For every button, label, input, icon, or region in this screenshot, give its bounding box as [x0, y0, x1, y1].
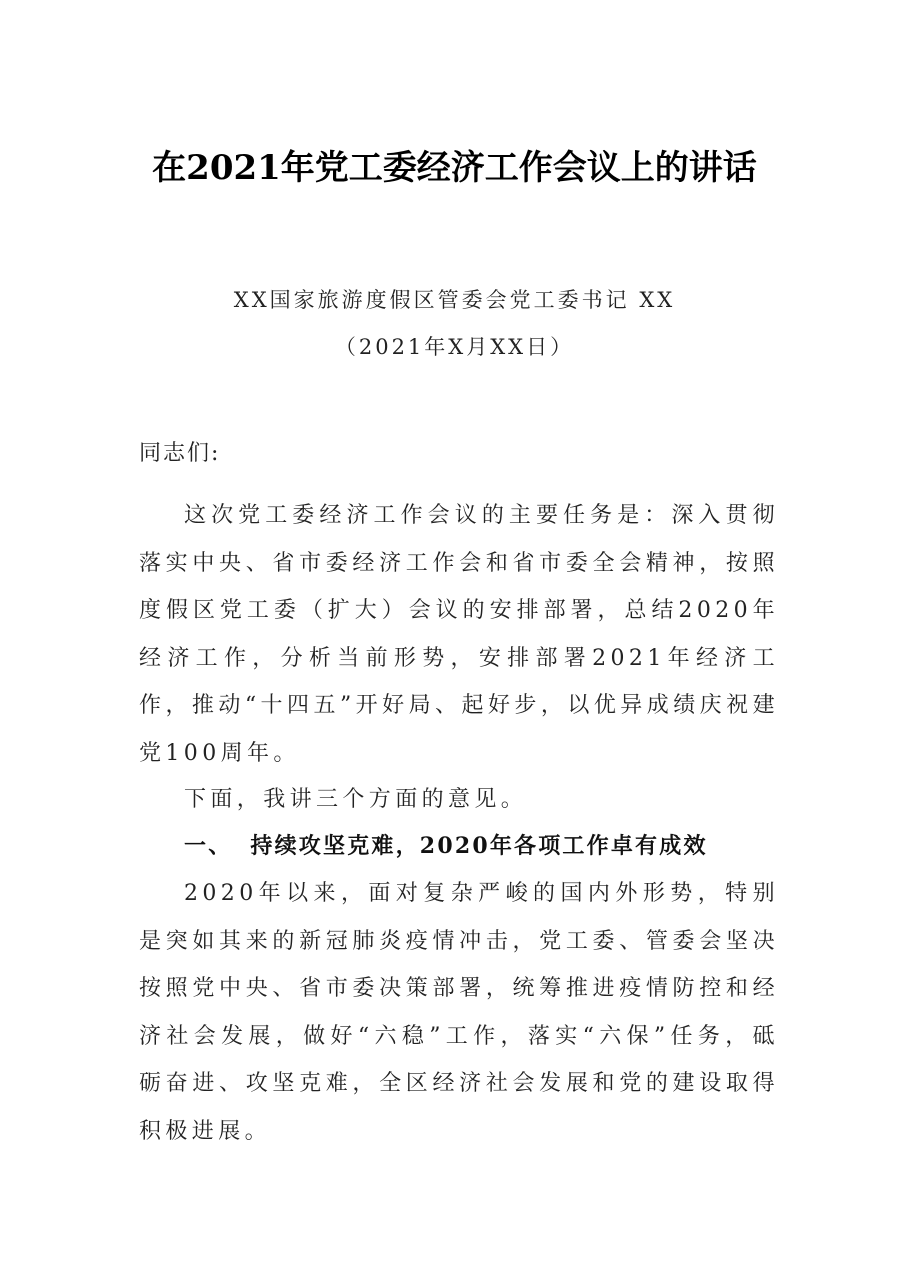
body-paragraph	[139, 870, 779, 1155]
paragraph-text: 2020年以来，面对复杂严峻的国内外形势，特别是突如其来的新冠肺炎疫情冲击，党工委、管委会坚决按照党中央、省市委决策部署，统筹推进疫情防控和经济社会发展，做好“六稳”工作，落实“六保”任务，砥砺奋进、攻坚克难，全区经济社会发展和党的建设取得积极进展。	[139, 881, 779, 1144]
section-heading	[184, 823, 708, 870]
body-paragraph	[139, 492, 779, 777]
body-paragraph	[139, 776, 779, 824]
section-number: 一、	[184, 833, 233, 859]
document-title: 在2021年党工委经济工作会议上的讲话	[152, 148, 757, 188]
paragraph-text: 这次党工委经济工作会议的主要任务是：深入贯彻落实中央、省市委经济工作会和省市委全会精神，按照度假区党工委（扩大）会议的安排部署，总结2020年经济工作，分析当前形势，安排部署2021年经济工作，推动“十四五”开好局、起好步，以优异成绩庆祝建党100周年。	[139, 503, 779, 766]
author-line: XX国家旅游度假区管委会党工委书记 XX	[233, 288, 676, 312]
paragraph-text: 下面，我讲三个方面的意见。	[184, 787, 528, 812]
salutation: 同志们:	[139, 441, 221, 466]
date-line: （2021年X月XX日）	[334, 335, 575, 359]
section-heading-text: 持续攻坚克难，2020年各项工作卓有成效	[250, 833, 708, 859]
